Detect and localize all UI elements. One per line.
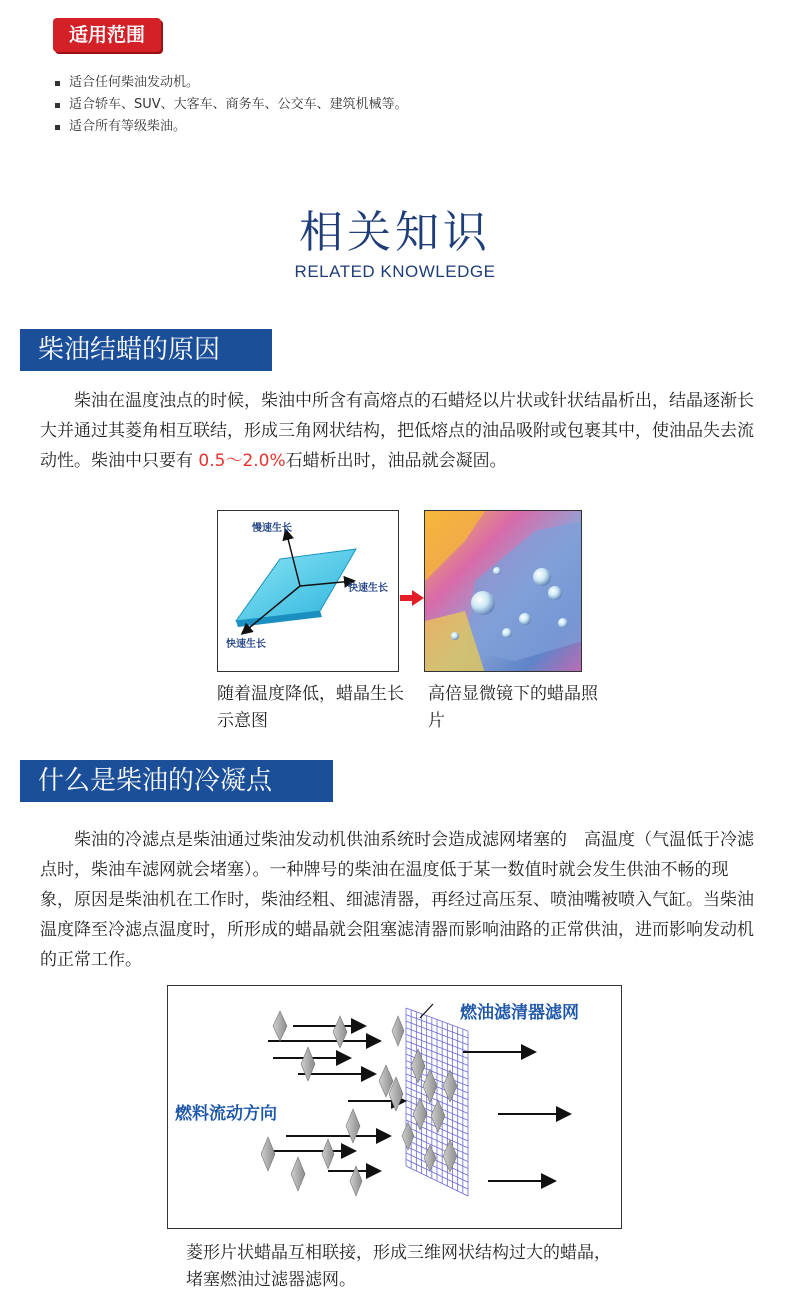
list-item: 适合轿车、SUV、大客车、商务车、公交车、建筑机械等。 xyxy=(55,94,408,116)
fig2-caption: 高倍显微镜下的蜡晶照片 xyxy=(428,684,598,731)
fast-growth-label-bottom: 快速生长 xyxy=(226,639,266,650)
section1-text-after: 石蜡析出时，油品就会凝固。 xyxy=(285,451,507,471)
microscope-photo xyxy=(424,510,582,672)
wax-crystal xyxy=(261,1137,275,1171)
filter-screen-label: 燃油滤清器滤网 xyxy=(460,1003,579,1023)
flow-direction-label: 燃料流动方向 xyxy=(175,1104,277,1124)
fast-growth-label-right: 快速生长 xyxy=(348,583,388,594)
list-item: 适合任何柴油发动机。 xyxy=(55,72,408,94)
scope-list xyxy=(55,72,408,138)
fig1-caption: 随着温度降低，蜡晶生长示意图 xyxy=(217,684,404,731)
section2-heading: 什么是柴油的冷凝点 xyxy=(20,760,333,802)
wax-crystal xyxy=(301,1047,315,1081)
section2-paragraph: 柴油的冷滤点是柴油通过柴油发动机供油系统时会造成滤网堵塞的 高温度（气温低于冷滤点时，柴油车滤网就会堵塞）。一种牌号的柴油在温度低于某一数值时就会发生供油不畅的现象，原因是柴油机在工作时，柴油经粗、细滤清器，再经过高压泵、喷油嘴被喷入气缸。当柴油温度降至冷滤点温度时，所形成的蜡晶就会阻塞滤清器而影响油路的正常供油，进而影响发动机的正常工作。 xyxy=(40,830,754,970)
crystal-plate-shape xyxy=(236,549,356,621)
scope-badge: 适用范围 xyxy=(53,18,161,52)
wax-percentage-highlight: 0.5～2.0% xyxy=(198,451,286,471)
wax-crystal xyxy=(322,1139,334,1169)
knowledge-title: 相关知识 xyxy=(299,207,491,258)
diagram-caption: 菱形片状蜡晶互相联接，形成三维网状结构过大的蜡晶，堵塞燃油过滤器滤网。 xyxy=(186,1243,611,1290)
crystal-growth-svg xyxy=(218,511,398,671)
slow-growth-label: 慢速生长 xyxy=(252,523,292,534)
section1-heading: 柴油结蜡的原因 xyxy=(20,329,272,371)
wax-crystal xyxy=(392,1016,404,1046)
wax-crystal xyxy=(291,1157,305,1191)
wax-crystal xyxy=(402,1122,414,1150)
section1-text-before: 柴油在温度浊点的时候，柴油中所含有高熔点的石蜡烃以片状或针状结晶析出，结晶逐渐长大并通过其菱角相互联结，形成三角网状结构，把低熔点的油品吸附或包裹其中，使油品失去流动性。柴油中只要有 xyxy=(40,391,754,471)
wax-crystal xyxy=(431,1100,445,1132)
wax-crystal xyxy=(333,1016,347,1048)
wax-crystal xyxy=(443,1140,457,1172)
wax-crystal xyxy=(273,1011,287,1041)
list-item: 适合所有等级柴油。 xyxy=(55,116,408,138)
section1-paragraph xyxy=(40,386,760,476)
microscope-photo-svg xyxy=(425,511,582,672)
red-arrow-icon xyxy=(400,590,424,606)
wax-crystal xyxy=(346,1109,360,1143)
wax-crystal xyxy=(413,1098,427,1130)
wax-crystal xyxy=(423,1069,437,1103)
wax-crystals xyxy=(261,1011,457,1196)
crystal-growth-diagram xyxy=(217,510,399,672)
knowledge-subtitle: RELATED KNOWLEDGE xyxy=(294,262,496,281)
